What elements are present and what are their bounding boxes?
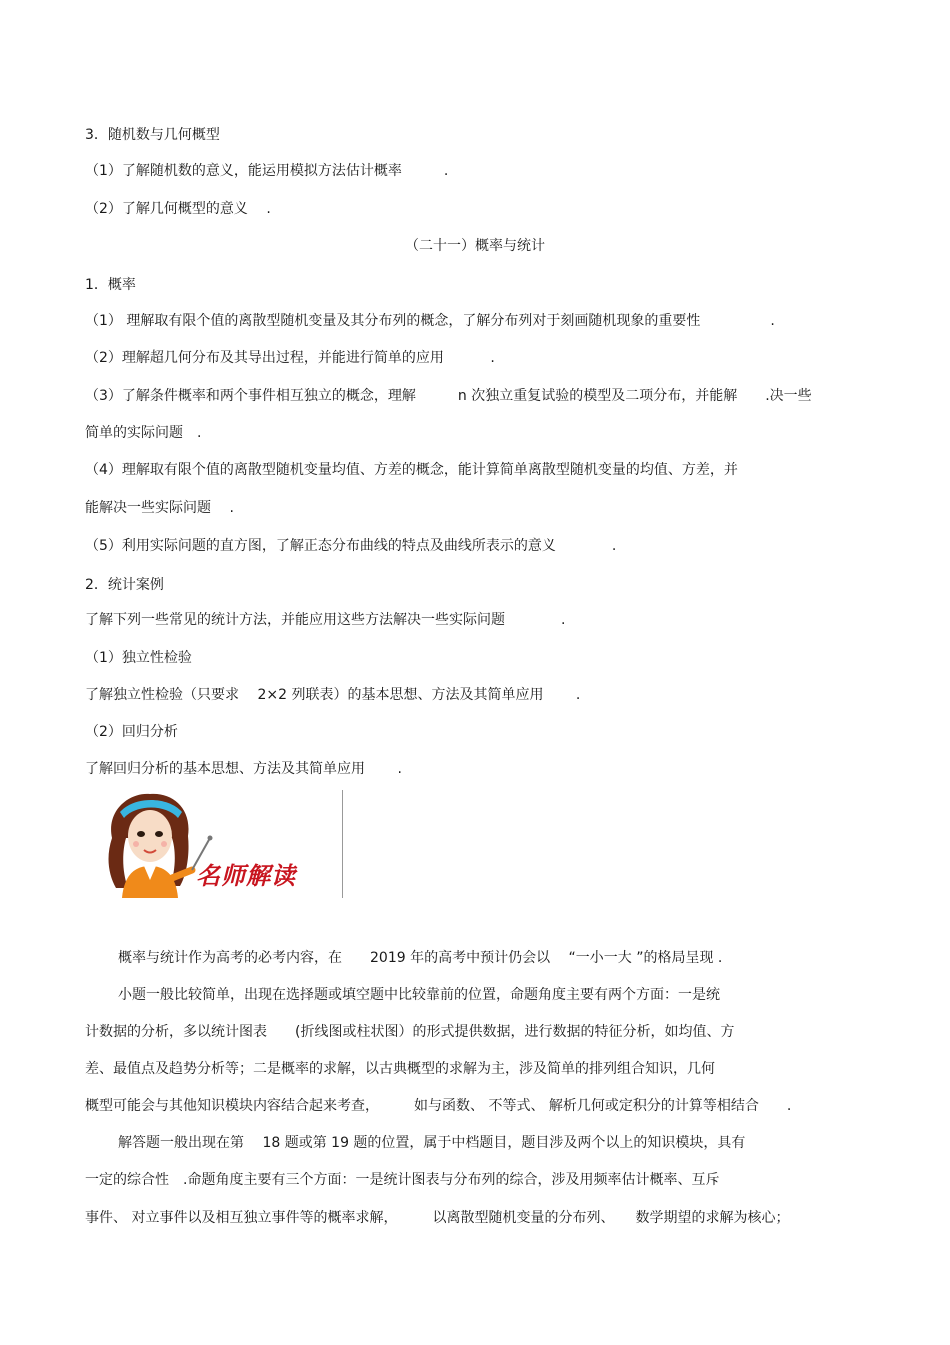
part2-line-4: （2）回归分析 bbox=[85, 724, 178, 740]
part2-line-2: （1）独立性检验 bbox=[85, 650, 192, 666]
commentary-line-8: 事件、 对立事件以及相互独立事件等的概率求解， 以离散型随机变量的分布列、 数学期望的求解为核心； bbox=[85, 1210, 790, 1226]
part1-line-3: （3）了解条件概率和两个事件相互独立的概念，理解 n 次独立重复试验的模型及二项分布，并能解 .决一些 bbox=[85, 388, 812, 404]
chapter-title: （二十一）概率与统计 bbox=[405, 238, 545, 254]
part1-line-5: （4）理解取有限个值的离散型随机变量均值、方差的概念，能计算简单离散型随机变量的均值、方差，并 bbox=[85, 462, 738, 478]
logo-title: 名师解读 bbox=[196, 861, 296, 890]
part1-line-1: （1） 理解取有限个值的离散型随机变量及其分布列的概念，了解分布列对于刻画随机现象的重要性 . bbox=[85, 313, 775, 329]
part1-heading: 1．概率 bbox=[85, 277, 136, 293]
part1-line-4: 简单的实际问题 . bbox=[85, 425, 202, 441]
section3-heading: 3．随机数与几何概型 bbox=[85, 127, 220, 143]
part1-line-6: 能解决一些实际问题 . bbox=[85, 500, 234, 516]
part2-line-5: 了解回归分析的基本思想、方法及其简单应用 . bbox=[85, 761, 402, 777]
part1-line-7: （5）利用实际问题的直方图，了解正态分布曲线的特点及曲线所表示的意义 . bbox=[85, 538, 617, 554]
section3-item-2: （2）了解几何概型的意义 . bbox=[85, 201, 271, 217]
commentary-line-4: 差、最值点及趋势分析等；二是概率的求解，以古典概型的求解为主，涉及简单的排列组合知识，几何 bbox=[85, 1061, 715, 1077]
part2-line-3: 了解独立性检验（只要求 2×2 列联表）的基本思想、方法及其简单应用 . bbox=[85, 687, 581, 703]
commentary-line-5: 概型可能会与其他知识模块内容结合起来考查， 如与函数、 不等式、 解析几何或定积分的计算等相结合 . bbox=[85, 1098, 792, 1114]
section3-item-1: （1）了解随机数的意义，能运用模拟方法估计概率 . bbox=[85, 163, 449, 179]
part2-heading: 2．统计案例 bbox=[85, 577, 164, 593]
commentary-line-7: 一定的综合性 .命题角度主要有三个方面：一是统计图表与分布列的综合，涉及用频率估计概率、互斥 bbox=[85, 1172, 720, 1188]
commentary-line-6: 解答题一般出现在第 18 题或第 19 题的位置，属于中档题目，题目涉及两个以上的知识模块，具有 bbox=[118, 1135, 746, 1151]
commentary-line-1: 概率与统计作为高考的必考内容，在 2019 年的高考中预计仍会以 “一小一大 ”的格局呈现 . bbox=[118, 950, 723, 966]
commentary-line-2: 小题一般比较简单，出现在选择题或填空题中比较靠前的位置，命题角度主要有两个方面：一是统 bbox=[118, 987, 720, 1003]
commentary-line-3: 计数据的分析，多以统计图表 (折线图或柱状图）的形式提供数据，进行数据的特征分析，如均值、方 bbox=[85, 1024, 735, 1040]
part1-line-2: （2）理解超几何分布及其导出过程，并能进行简单的应用 . bbox=[85, 350, 495, 366]
logo-divider bbox=[342, 790, 343, 898]
part2-line-1: 了解下列一些常见的统计方法，并能应用这些方法解决一些实际问题 . bbox=[85, 612, 566, 628]
